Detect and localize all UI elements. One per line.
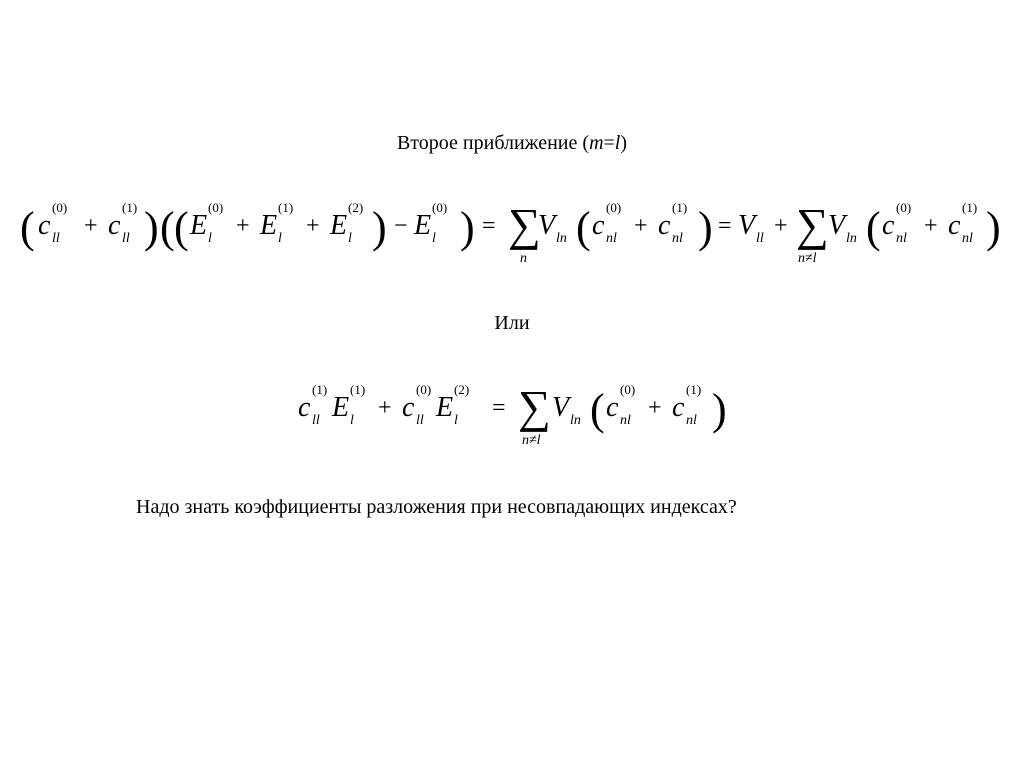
eq1-lparen-3: (: [174, 203, 189, 252]
eq1-E-2: E: [260, 210, 278, 241]
eq1-sup2-1: (2): [348, 200, 364, 215]
eq1-V-1: V: [538, 210, 556, 241]
eq1-lim-n: n: [520, 251, 527, 266]
eq1-c-2: c: [108, 210, 121, 241]
eq2-plus-1: +: [378, 395, 392, 421]
eq1-sub-nl-2: nl: [672, 231, 683, 246]
eq2-sum-1: ∑: [518, 381, 551, 432]
eq1-rparen-1: ): [144, 203, 159, 252]
eq1-E-4: E: [414, 210, 432, 241]
eq1-plus-4: +: [634, 213, 648, 239]
eq1-lparen-5: (: [866, 203, 881, 252]
eq2-sub-ln-1: ln: [570, 413, 581, 428]
eq1-plus-1: +: [84, 213, 98, 239]
eq2-equals-1: =: [492, 395, 506, 421]
eq1-c-1: c: [38, 210, 51, 241]
eq1-sup1-2: (1): [278, 200, 294, 215]
eq1-sub-nl-4: nl: [962, 231, 973, 246]
eq1-rparen-2: ): [372, 203, 387, 252]
heading-equals: =: [603, 132, 615, 154]
eq2-E-1: E: [332, 392, 350, 423]
eq2-sub-nl-2: nl: [686, 413, 697, 428]
eq1-sup0-5: (0): [896, 200, 912, 215]
eq1-V-2: V: [738, 210, 756, 241]
eq1-E-3: E: [330, 210, 348, 241]
eq2-sup1-3: (1): [686, 382, 702, 397]
eq1-c-5: c: [882, 210, 895, 241]
eq2-sup1-1: (1): [312, 382, 328, 397]
eq1-sup1-3: (1): [672, 200, 688, 215]
eq1-sub-nl-3: nl: [896, 231, 907, 246]
eq1-sup1-1: (1): [122, 200, 138, 215]
eq2-sub-l-2: l: [454, 413, 458, 428]
eq1-sup0-2: (0): [208, 200, 224, 215]
eq1-equals-1: =: [482, 213, 496, 239]
eq2-sub-ll-2: ll: [416, 413, 424, 428]
eq1-sub-l-2: l: [278, 231, 282, 246]
eq2-c-4: c: [672, 392, 685, 423]
eq2-sup0-2: (0): [620, 382, 636, 397]
eq2-c-1: c: [298, 392, 311, 423]
eq1-sub-ln-1: ln: [556, 231, 567, 246]
eq1-plus-6: +: [924, 213, 938, 239]
eq2-plus-2: +: [648, 395, 662, 421]
eq1-sup0-4: (0): [606, 200, 622, 215]
eq2-E-2: E: [436, 392, 454, 423]
eq1-equals-2: =: [718, 213, 732, 239]
eq1-lim-nl: n≠l: [798, 251, 817, 266]
heading-var-m: m: [589, 132, 604, 154]
eq1-c-4: c: [658, 210, 671, 241]
eq2-sub-l-1: l: [350, 413, 354, 428]
eq1-V-3: V: [828, 210, 846, 241]
eq1-sub-ll-1: ll: [52, 231, 60, 246]
eq2-c-2: c: [402, 392, 415, 423]
eq1-sup1-4: (1): [962, 200, 978, 215]
question-text: Надо знать коэффициенты разложения при несовпадающих индексах?: [136, 496, 737, 518]
eq2-lparen-1: (: [590, 385, 605, 434]
heading-close: ): [620, 132, 628, 154]
eq2-sup0-1: (0): [416, 382, 432, 397]
eq1-rparen-3: ): [460, 203, 475, 252]
eq1-sup0-3: (0): [432, 200, 448, 215]
eq1-minus-1: −: [394, 213, 408, 239]
eq1-c-3: c: [592, 210, 605, 241]
eq1-E-1: E: [190, 210, 208, 241]
eq2-sub-nl-1: nl: [620, 413, 631, 428]
eq1-rparen-5: ): [986, 203, 1001, 252]
eq1-sub-ll-2: ll: [122, 231, 130, 246]
eq1-rparen-4: ): [698, 203, 713, 252]
equation-2: [296, 372, 736, 452]
eq1-sub-ln-2: ln: [846, 231, 857, 246]
eq2-sup2-1: (2): [454, 382, 470, 397]
eq2-c-3: c: [606, 392, 619, 423]
eq2-V-1: V: [552, 392, 570, 423]
eq1-lparen-1: (: [20, 203, 35, 252]
or-label: Или: [494, 312, 530, 334]
eq1-sup0-1: (0): [52, 200, 68, 215]
eq2-rparen-1: ): [712, 385, 727, 434]
eq2-sup1-2: (1): [350, 382, 366, 397]
eq1-sum-1: ∑: [508, 199, 541, 250]
eq1-lparen-4: (: [576, 203, 591, 252]
eq1-plus-2: +: [236, 213, 250, 239]
slide-heading: [0, 132, 1024, 155]
eq1-c-6: c: [948, 210, 961, 241]
eq1-plus-3: +: [306, 213, 320, 239]
equation-1: [20, 190, 1010, 270]
eq2-lim-nl: n≠l: [522, 433, 541, 448]
eq1-plus-5: +: [774, 213, 788, 239]
eq1-sub-l-1: l: [208, 231, 212, 246]
eq1-sub-l-3: l: [348, 231, 352, 246]
eq1-sub-nl-1: nl: [606, 231, 617, 246]
eq1-lparen-2: (: [160, 203, 175, 252]
heading-text: Второе приближение (: [396, 132, 590, 154]
heading-var-l: l: [614, 132, 621, 154]
eq2-sub-ll-1: ll: [312, 413, 320, 428]
eq1-sub-ll-3: ll: [756, 231, 764, 246]
eq1-sub-l-4: l: [432, 231, 436, 246]
eq1-sum-2: ∑: [796, 199, 829, 250]
